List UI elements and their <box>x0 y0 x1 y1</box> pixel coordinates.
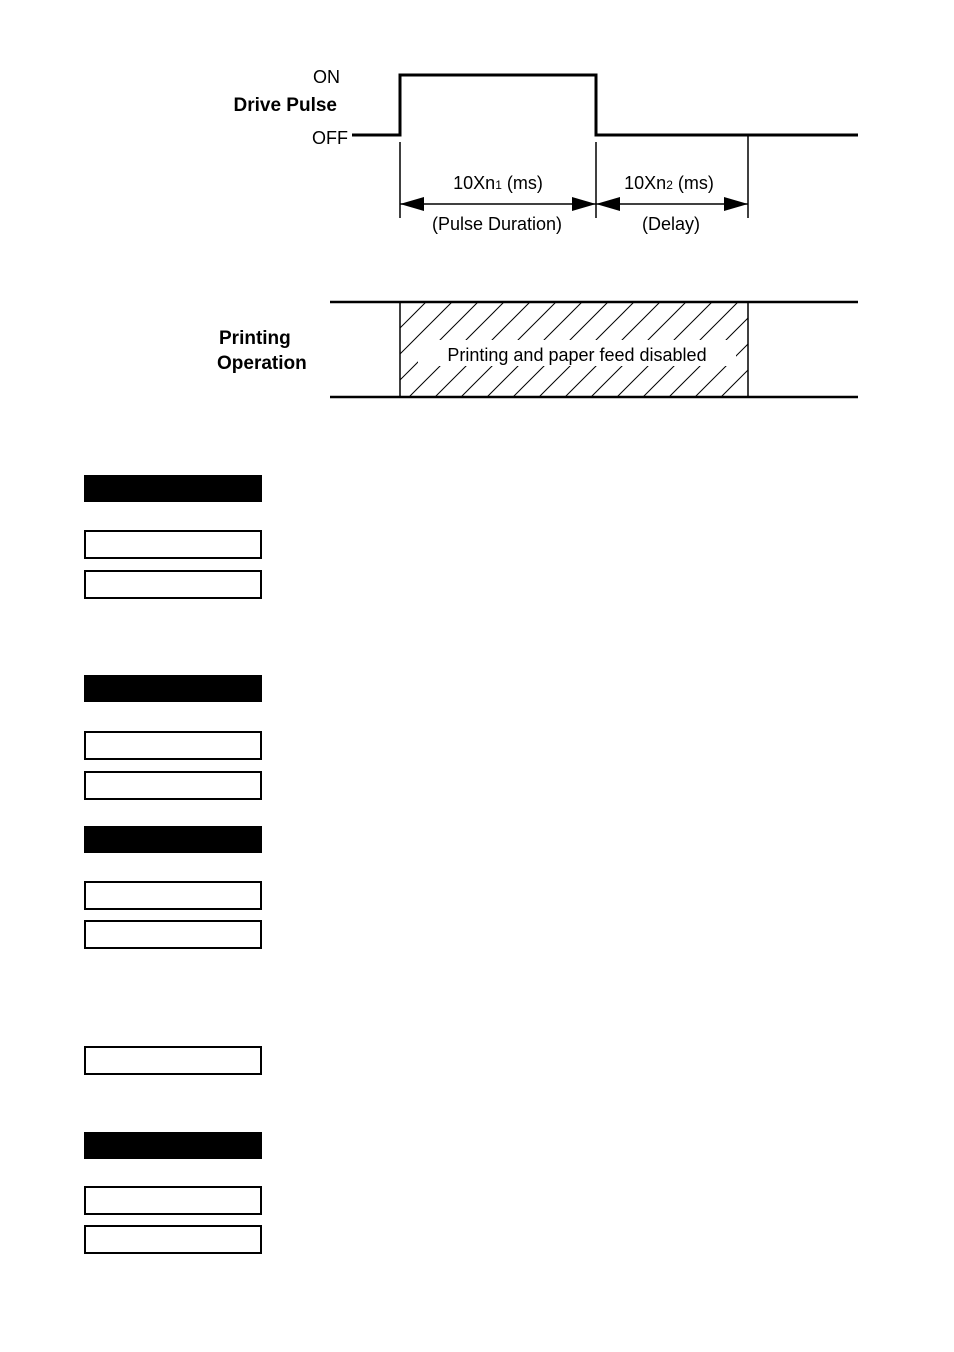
blank-box-7 <box>84 1046 262 1075</box>
timing-diagram <box>0 0 954 440</box>
blank-box-2 <box>84 570 262 599</box>
redacted-heading-bar-3 <box>84 826 262 853</box>
pulse-duration-caption: (Pulse Duration) <box>431 214 563 234</box>
drive-pulse-waveform <box>352 75 858 135</box>
redacted-heading-bar-1 <box>84 475 262 502</box>
redacted-heading-bar-2 <box>84 675 262 702</box>
off-label: OFF <box>312 128 348 148</box>
blank-box-6 <box>84 920 262 949</box>
printing-operation-title-line1: Printing <box>219 328 291 349</box>
blank-box-8 <box>84 1186 262 1215</box>
blank-box-9 <box>84 1225 262 1254</box>
redacted-heading-bar-4 <box>84 1132 262 1159</box>
blank-box-1 <box>84 530 262 559</box>
printing-operation-title-line2: Operation <box>217 353 307 374</box>
delay-caption: (Delay) <box>641 214 701 234</box>
delay-time-label: 10Xn2 (ms) <box>624 173 714 193</box>
blank-box-4 <box>84 771 262 800</box>
blank-box-3 <box>84 731 262 760</box>
blank-box-5 <box>84 881 262 910</box>
disabled-region-label: Printing and paper feed disabled <box>447 345 707 365</box>
on-label: ON <box>313 67 340 87</box>
drive-pulse-title: Drive Pulse <box>233 95 337 116</box>
pulse-time-label: 10Xn1 (ms) <box>453 173 543 193</box>
delay-dimension <box>596 197 748 211</box>
pulse-duration-dimension <box>400 197 596 211</box>
